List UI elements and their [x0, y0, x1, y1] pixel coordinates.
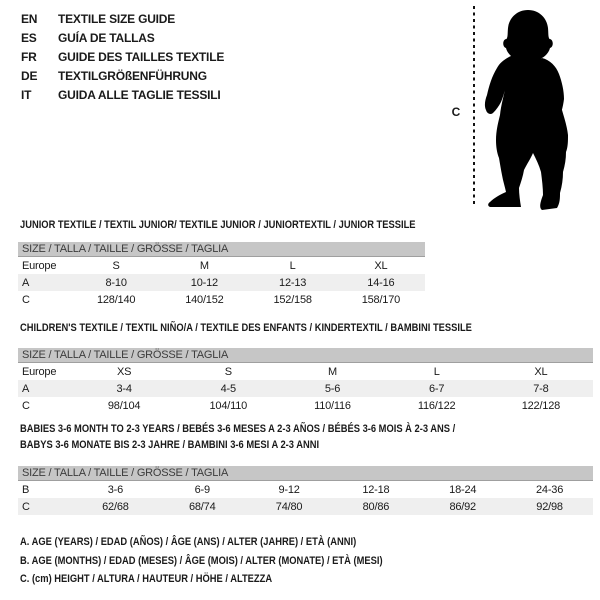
cell: 98/104 — [107, 399, 141, 412]
language-text: GUÍA DE TALLAS — [58, 31, 155, 45]
cell: M — [327, 365, 337, 378]
table-row-height — [18, 498, 593, 515]
junior-table-title: JUNIOR TEXTILE / TEXTIL JUNIOR/ TEXTILE JUNIOR / JUNIORTEXTIL / JUNIOR TESSILE — [20, 219, 416, 231]
size-header-band: SIZE / TALLA / TAILLE / GRÖSSE / TAGLIA — [18, 348, 593, 363]
cell: 140/152 — [185, 293, 224, 306]
cell: 6-9 — [194, 483, 210, 496]
table-row-age-years — [18, 380, 593, 397]
size-header-band: SIZE / TALLA / TAILLE / GRÖSSE / TAGLIA — [18, 466, 593, 481]
language-row-de — [21, 67, 224, 86]
cell: 3-6 — [107, 483, 124, 496]
cell: 104/110 — [209, 399, 248, 412]
language-text: TEXTILGRÖßENFÜHRUNG — [58, 69, 207, 83]
language-row-fr — [21, 48, 224, 67]
cell: 8-10 — [72, 274, 160, 291]
table-row-age-years — [18, 274, 425, 291]
language-row-es — [21, 29, 224, 48]
cell: 80/86 — [332, 498, 419, 515]
language-code: FR — [21, 50, 37, 64]
row-label: Europe — [22, 259, 57, 272]
cell: 152/158 — [273, 293, 312, 306]
row-label: Europe — [22, 365, 57, 378]
cell: 68/74 — [159, 498, 246, 515]
language-row-en — [21, 10, 224, 29]
cell: L — [289, 259, 296, 272]
babies-table-title: BABIES 3-6 MONTH TO 2-3 YEARS / BEBÉS 3-6 MESES A 2-3 AÑOS / BÉBÉS 3-6 MOIS À 2-3 ANS / BABYS 3-6 MONATE BIS 2-3 JAHRE / BAMBINI 3-6 MESI A 2-3 ANNI — [20, 423, 456, 451]
silhouette-head — [503, 10, 553, 60]
cell: XS — [116, 365, 132, 378]
cell: 86/92 — [419, 498, 506, 515]
size-header-band: SIZE / TALLA / TAILLE / GRÖSSE / TAGLIA — [18, 242, 425, 257]
cell: 62/68 — [72, 498, 159, 515]
table-row-europe — [18, 257, 425, 275]
junior-size-table — [18, 242, 425, 308]
language-code: EN — [21, 12, 38, 26]
table-row-height — [18, 291, 425, 308]
cell: 116/122 — [417, 399, 456, 412]
cell: M — [199, 259, 209, 272]
row-label: B — [22, 483, 30, 496]
children-size-table — [18, 348, 593, 414]
footnotes — [20, 533, 447, 589]
cell: 14-16 — [337, 274, 425, 291]
row-label: C — [22, 293, 30, 306]
cell: 24-36 — [536, 483, 564, 496]
cell: 122/128 — [521, 399, 561, 412]
language-text: GUIDE DES TAILLES TEXTILE — [58, 50, 225, 64]
footnote-b: B. AGE (MONTHS) / EDAD (MESES) / ÂGE (MOIS) / ALTER (MONATE) / ETÀ (MESI) — [20, 554, 383, 567]
language-row-it — [21, 86, 224, 105]
table-row-europe — [18, 363, 593, 381]
cell: 74/80 — [246, 498, 333, 515]
cell: 110/116 — [314, 399, 351, 412]
cell: S — [112, 259, 120, 272]
footnote-c: C. (cm) HEIGHT / ALTURA / HAUTEUR / HÖHE / ALTEZZA — [20, 573, 273, 585]
cell: S — [224, 365, 232, 378]
language-code: IT — [21, 88, 32, 102]
language-text: GUIDA ALLE TAGLIE TESSILI — [58, 88, 221, 102]
cell: 12-18 — [362, 483, 390, 496]
footnote-a: A. AGE (YEARS) / EDAD (AÑOS) / ÂGE (ANS) / ALTER (JAHRE) / ETÀ (ANNI) — [20, 536, 357, 548]
cell: 3-4 — [72, 380, 176, 397]
cell: 128/140 — [96, 293, 136, 306]
cell: 5-6 — [280, 380, 384, 397]
cell: 10-12 — [160, 274, 248, 291]
cell: 158/170 — [361, 293, 401, 306]
children-table-title: CHILDREN'S TEXTILE / TEXTIL NIÑO/A / TEXTILE DES ENFANTS / KINDERTEXTIL / BAMBINI TESSILE — [20, 322, 472, 334]
row-label: C — [22, 399, 30, 412]
height-measure-label: C — [451, 105, 461, 119]
cell: 92/98 — [506, 498, 593, 515]
toddler-silhouette-icon — [440, 4, 600, 214]
language-code: ES — [21, 31, 37, 45]
language-code: DE — [21, 69, 38, 83]
cell: 4-5 — [176, 380, 280, 397]
table-row-age-months — [18, 481, 593, 499]
row-label: A — [18, 380, 72, 397]
cell: XL — [374, 259, 388, 272]
cell: L — [433, 365, 440, 378]
cell: 12-13 — [249, 274, 337, 291]
row-label: C — [18, 498, 72, 515]
cell: 6-7 — [385, 380, 489, 397]
table-row-height — [18, 397, 593, 414]
language-text: TEXTILE SIZE GUIDE — [58, 12, 176, 26]
cell: 18-24 — [449, 483, 477, 496]
row-label: A — [18, 274, 72, 291]
baby-figure-area — [440, 4, 600, 214]
cell: XL — [534, 365, 548, 378]
cell: 7-8 — [489, 380, 593, 397]
babies-size-table — [18, 466, 593, 515]
language-header — [21, 10, 224, 105]
cell: 9-12 — [278, 483, 300, 496]
